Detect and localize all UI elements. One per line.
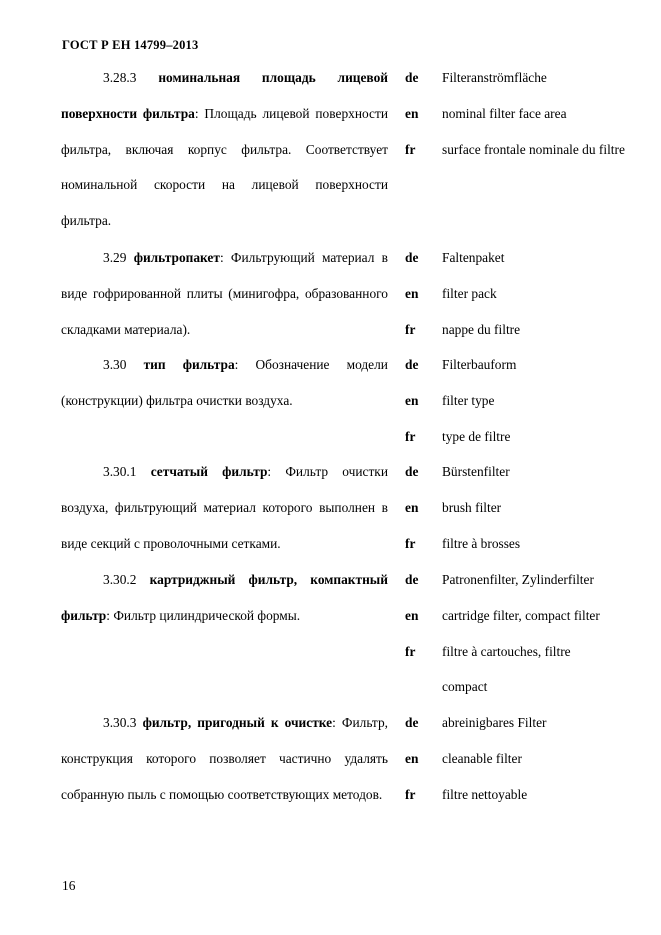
term-definition-text: : Обозначение модели (конструкции) фильтра очистки воздуха. xyxy=(61,357,388,408)
term-definition-text: : Фильтр очистки воздуха, фильтрующий материал которого выполнен в виде секций с проволочными сетками. xyxy=(61,464,388,551)
lang-code-de: de xyxy=(405,250,419,265)
term-name: номинальная площадь лицевой поверхности фильтра xyxy=(61,70,388,121)
lang-code-en: en xyxy=(405,392,419,408)
lang-code-fr: fr xyxy=(405,643,416,659)
term-name: картриджный фильтр, компактный фильтр xyxy=(61,572,388,623)
lang-code-de: de xyxy=(405,715,419,730)
term-number: 3.30.2 xyxy=(103,572,137,587)
page-number: 16 xyxy=(62,878,76,893)
lang-code-en: en xyxy=(405,285,419,301)
term-definition xyxy=(61,60,388,239)
term-name: фильтр, пригодный к очистке xyxy=(142,715,333,730)
lang-code-de: de xyxy=(405,464,419,479)
translation-en: cartridge filter, compact filter xyxy=(442,607,600,623)
lang-code-en: en xyxy=(405,750,419,766)
translation-fr: filtre à cartouches, filtre compact xyxy=(442,643,571,695)
term-number: 3.29 xyxy=(103,250,127,265)
term-name: сетчатый фильтр xyxy=(150,464,268,479)
translation-de: Patronenfilter, Zylinderfilter xyxy=(442,572,594,587)
translation-fr: surface frontale nominale du filtre xyxy=(442,141,625,157)
term-definition xyxy=(61,347,388,419)
lang-code-en: en xyxy=(405,607,419,623)
translation-fr: filtre nettoyable xyxy=(442,786,528,802)
term-definition xyxy=(61,705,388,812)
translation-de: Filteranströmfläche xyxy=(442,70,547,85)
lang-code-fr: fr xyxy=(405,321,416,337)
lang-code-fr: fr xyxy=(405,428,416,444)
translation-de: Filterbauform xyxy=(442,357,517,372)
translation-de: abreinigbares Filter xyxy=(442,715,547,730)
translation-en: nominal filter face area xyxy=(442,105,567,121)
term-definition-text: : Фильтрующий материал в виде гофрированной плиты (минигофра, образованного складками материала). xyxy=(61,250,388,337)
term-definition xyxy=(61,454,388,561)
lang-code-de: de xyxy=(405,572,419,587)
translation-de: Bürstenfilter xyxy=(442,464,510,479)
lang-code-en: en xyxy=(405,499,419,515)
translations xyxy=(405,454,645,561)
translation-fr: filtre à brosses xyxy=(442,535,521,551)
term-definition-text: : Фильтр цилиндрической формы. xyxy=(106,607,301,623)
term-definition xyxy=(61,562,388,634)
term-definition xyxy=(61,240,388,347)
translation-fr: nappe du filtre xyxy=(442,321,521,337)
translation-en: cleanable filter xyxy=(442,750,522,766)
lang-code-en: en xyxy=(405,105,419,121)
term-number: 3.30.3 xyxy=(103,715,137,730)
translations xyxy=(405,240,645,347)
lang-code-de: de xyxy=(405,70,419,85)
translations xyxy=(405,60,645,167)
lang-code-fr: fr xyxy=(405,786,416,802)
lang-code-fr: fr xyxy=(405,141,416,157)
term-definition-text: : Площадь лицевой поверхности фильтра, включая корпус фильтра. Соответствует номинальной скорости на лицевой поверхности фильтра. xyxy=(61,105,388,229)
translation-en: brush filter xyxy=(442,499,502,515)
term-number: 3.28.3 xyxy=(103,70,137,85)
document-header: ГОСТ Р ЕН 14799–2013 xyxy=(62,38,199,52)
term-name: тип фильтра xyxy=(143,357,235,372)
translation-de: Faltenpaket xyxy=(442,250,505,265)
translations xyxy=(405,562,645,695)
term-definition-text: : Фильтр, конструкция которого позволяет частично удалять собранную пыль с помощью соответствующих методов. xyxy=(61,715,388,802)
lang-code-de: de xyxy=(405,357,419,372)
translations xyxy=(405,347,645,454)
translation-en: filter type xyxy=(442,392,495,408)
translation-fr: type de filtre xyxy=(442,428,511,444)
lang-code-fr: fr xyxy=(405,535,416,551)
term-name: фильтропакет xyxy=(133,250,220,265)
term-number: 3.30.1 xyxy=(103,464,137,479)
translations xyxy=(405,705,645,812)
term-number: 3.30 xyxy=(103,357,127,372)
translation-en: filter pack xyxy=(442,285,497,301)
